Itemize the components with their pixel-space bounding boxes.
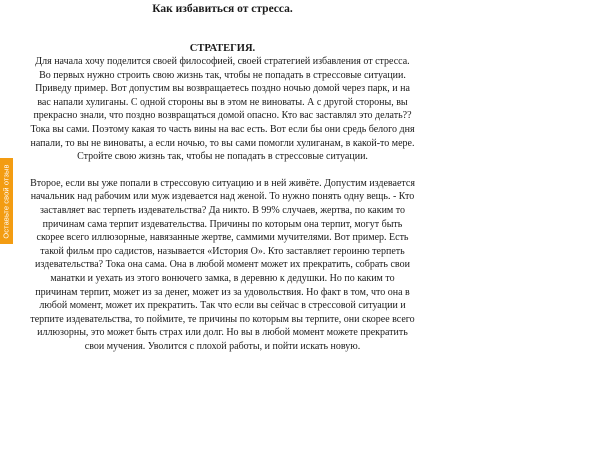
article [30, 0, 415, 353]
feedback-tab[interactable] [0, 158, 13, 244]
article-paragraph-2: Второе, если вы уже попали в стрессовую ситуацию и в ней живёте. Допустим издевается начальник над рабочим или муж издевается над женой. То нужно понять одну вещь. - Кто заставляет вас терпеть издевательства? Да никто. В 99% случаев, жертва, по каким то причинам сама терпит издевательства. Причины по которым она терпит, могут быть скорее всего иллюзорные, навязанные жертве, саммими мучителями. Вот пример. Есть такой фильм про садистов, называется «История О». Кто заставляет героиню терпеть издевательства? Тока она сама. Она в любой момент может их прекратить, собрать свои манатки и уехать из этого вонючего замка, в деревню к дедушки. Но по каким то причинам терпит, может из за денег, может из за удовольствия. Но факт в том, что она в любой момент, может их прекратить. Так что если вы сейчас в стрессовой ситуации и терпите издевательства, то поймите, те причины по которым вы терпите, они скорее всего иллюзорны, это может быть страх или долг. Но вы в любой момент можете прекратить свои мучения. Уволится с плохой работы, и пойти искать новую. [30, 177, 415, 352]
article-title: Как избавиться от стресса. [152, 3, 293, 15]
feedback-tab-label: Оставьте свой отзыв [2, 163, 11, 239]
section-title: СТРАТЕГИЯ. [189, 43, 256, 54]
article-paragraph-1: Для начала хочу поделится своей философией, своей стратегией избавления от стресса. Во первых нужно строить свою жизнь так, чтобы не попадать в стрессовые ситуации. Приведу пример. Вот допустим вы возвращаетесь поздно ночью домой через парк, и на вас напали хулиганы. С одной стороны вы в этом не виноваты. А с другой стороны, вы прекрасно знали, что поздно возвращаться домой опасно. Кто вас заставлял это делать?? Тока вы сами. Поэтому какая то часть вины на вас есть. Вот если бы они средь белого дня напали, то вы не виноваты, а если ночью, то вы сами помогли хулиганам, в какой-то мере. Стройте свою жизнь так, чтобы не попадать в стрессовые ситуации. [30, 56, 415, 163]
